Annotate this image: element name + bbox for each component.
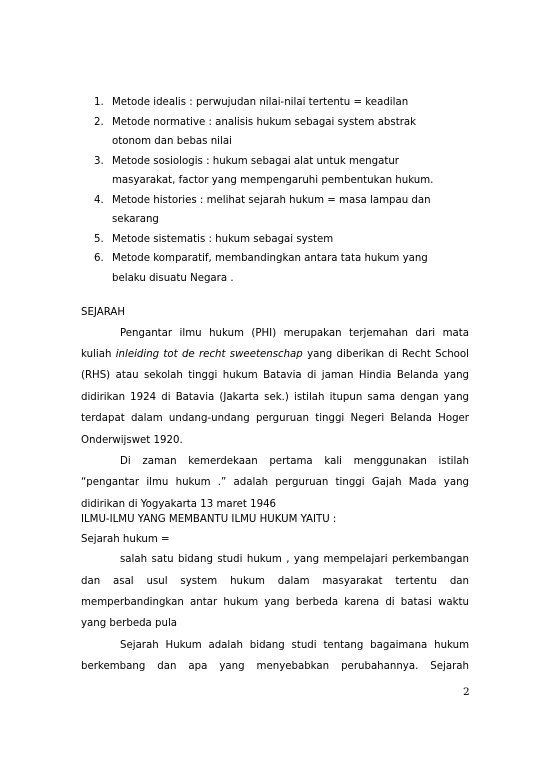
list-item xyxy=(94,230,444,250)
list-item-number: 1. xyxy=(94,97,104,108)
list-item-number: 3. xyxy=(94,155,104,167)
list-item-text: Metode histories : melihat sejarah hukum = masa lampau dan sekarang xyxy=(112,194,431,225)
page-number: 2 xyxy=(463,686,470,698)
sejarah-section xyxy=(81,303,469,515)
list-item-number: 6. xyxy=(94,253,104,264)
italic-term: inleiding tot de recht sweetenschap xyxy=(115,349,303,360)
list-item-text: Metode idealis : perwujudan nilai-nilai tertentu = keadilan xyxy=(112,97,409,108)
list-item xyxy=(94,249,444,288)
subheading: Sejarah hukum = xyxy=(81,533,170,545)
list-item xyxy=(94,93,444,113)
paragraph-text: yang diberikan di Recht School (RHS) atau sekolah tinggi hukum Batavia di jaman Hindia Belanda yang didirikan 1924 di Batavia (Jakarta sek.) istilah itupun sama dengan yang terdapat dalam undang-undang perguruan tinggi Negeri Belanda Hoger Onderwijswet 1920. xyxy=(81,349,469,446)
list-item xyxy=(94,152,444,191)
paragraph: Sejarah Hukum adalah bidang studi tentang bagaimana hukum berkembang dan apa yang menyebabkan perubahannya. Sejarah xyxy=(81,639,469,673)
list-item-text: Metode sistematis : hukum sebagai system xyxy=(112,233,334,245)
list-item-number: 4. xyxy=(94,194,104,206)
paragraph: Di zaman kemerdekaan pertama kali menggunakan istilah “pengantar ilmu hukum .” adalah perguruan tinggi Gajah Mada yang didirikan di Yogyakarta 13 maret 1946 xyxy=(81,456,469,510)
paragraph-text: Pengantar ilmu hukum (PHI) merupakan terjemahan dari mata kuliah xyxy=(81,327,469,360)
list-item-number: 5. xyxy=(94,233,104,245)
list-item xyxy=(94,191,444,230)
ilmu-section xyxy=(81,510,469,678)
paragraph: salah satu bidang studi hukum , yang mempelajari perkembangan dan asal usul system hukum dalam masyarakat tertentu dan memperbandingkan antar hukum yang berbeda karena di batasi waktu yang berbeda pula xyxy=(81,554,469,630)
list-item-number: 2. xyxy=(94,116,104,128)
section-heading: SEJARAH xyxy=(81,307,125,318)
section-heading: ILMU-ILMU YANG MEMBANTU ILMU HUKUM YAITU : xyxy=(81,514,337,525)
list-item-text: Metode komparatif, membandingkan antara tata hukum yang belaku disuatu Negara . xyxy=(112,253,428,284)
list-item-text: Metode normative : analisis hukum sebagai system abstrak otonom dan bebas nilai xyxy=(112,116,417,147)
list-item xyxy=(94,113,444,152)
paragraph xyxy=(81,323,469,451)
methods-list xyxy=(94,93,444,288)
list-item-text: Metode sosiologis : hukum sebagai alat untuk mengatur masyarakat, factor yang mempengaruhi pembentukan hukum. xyxy=(112,155,434,186)
